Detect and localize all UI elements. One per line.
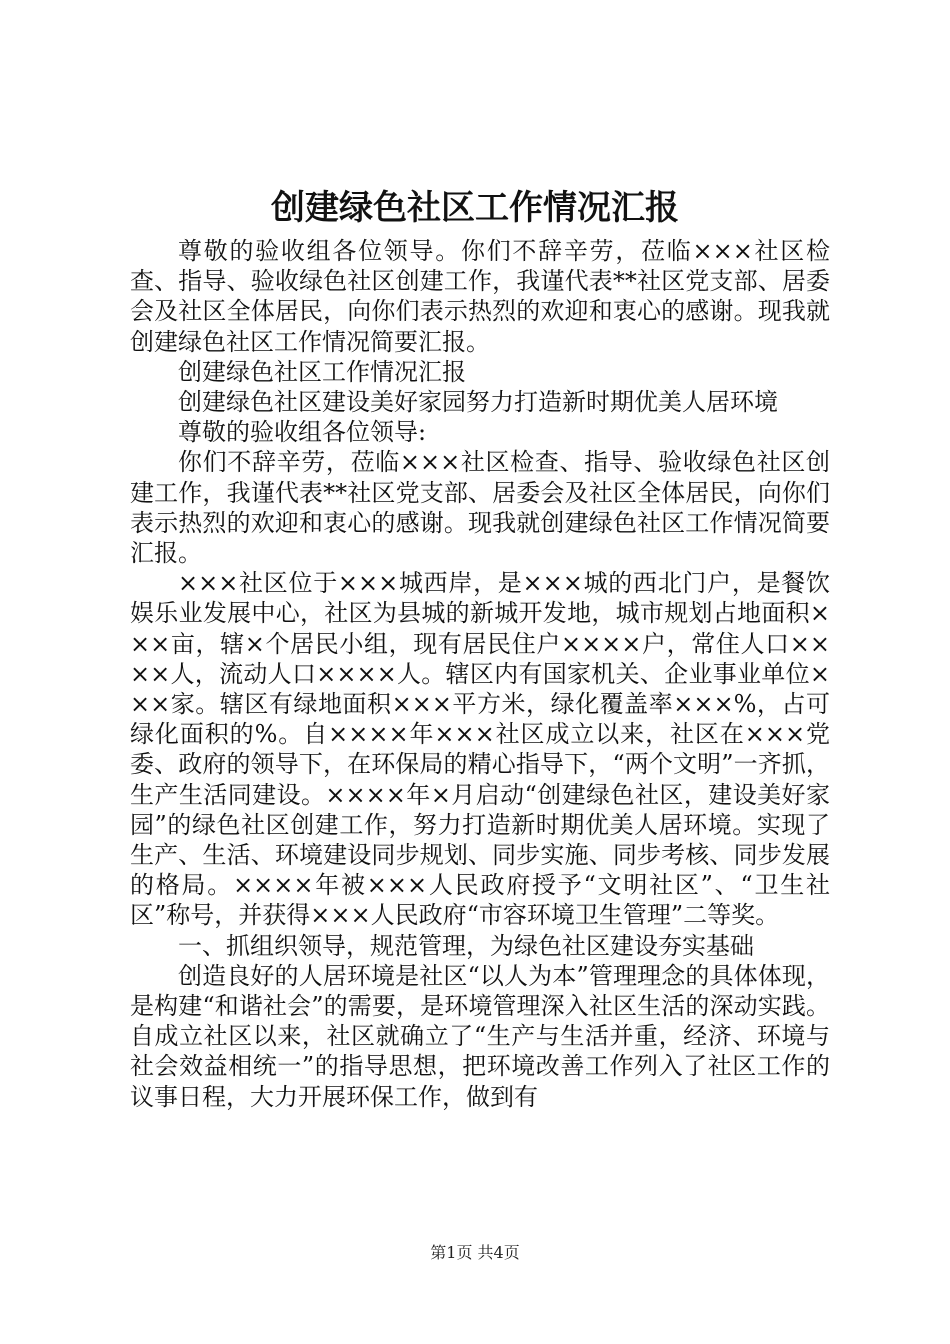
page-number-footer: 第1页 共4页 <box>430 1243 520 1262</box>
paragraph-section-heading-1: 一、抓组织领导，规范管理，为绿色社区建设夯实基础 <box>178 931 754 960</box>
paragraph-section-1-body: 创造良好的人居环境是社区“以人为本”管理理念的具体体现，是构建“和谐社会”的需要，是环境管理深入社区生活的深动实践。自成立社区以来，社区就确立了“生产与生活并重，经济、环境与社会效益相统一”的指导思想，把环境改善工作列入了社区工作的议事日程，大力开展环保工作，做到有 <box>130 961 830 1111</box>
paragraph-welcome: 你们不辞辛劳，莅临×××社区检查、指导、验收绿色社区创建工作，我谨代表**社区党支部、居委会及社区全体居民，向你们表示热烈的欢迎和衷心的感谢。现我就创建绿色社区工作情况简要汇报。 <box>130 448 830 568</box>
document-title: 创建绿色社区工作情况汇报 <box>271 188 679 228</box>
paragraph-greeting-summary: 尊敬的验收组各位领导。你们不辞辛劳，莅临×××社区检查、指导、验收绿色社区创建工作，我谨代表**社区党支部、居委会及社区全体居民，向你们表示热烈的欢迎和衷心的感谢。现我就创建绿色社区工作情况简要汇报。 <box>130 237 830 356</box>
paragraph-subtitle: 创建绿色社区建设美好家园努力打造新时期优美人居环境 <box>178 388 778 417</box>
paragraph-salutation: 尊敬的验收组各位领导: <box>178 418 427 447</box>
paragraph-report-heading: 创建绿色社区工作情况汇报 <box>178 357 466 386</box>
document-body <box>130 236 830 1112</box>
paragraph-community-overview: ×××社区位于×××城西岸，是×××城的西北门户，是餐饮娱乐业发展中心，社区为县城的新城开发地，城市规划占地面积×××亩，辖×个居民小组，现有居民住户××××户，常住人口××××人，流动人口××××人。辖区内有国家机关、企业事业单位×××家。辖区有绿地面积×××平方米，绿化覆盖率×××%，占可绿化面积的%。自××××年×××社区成立以来，社区在×××党委、政府的领导下，在环保局的精心指导下，“两个文明”一齐抓，生产生活同建设。××××年×月启动“创建绿色社区，建设美好家园”的绿色社区创建工作，努力打造新时期优美人居环境。实现了生产、生活、环境建设同步规划、同步实施、同步考核、同步发展的格局。××××年被×××人民政府授予“文明社区”、“卫生社区”称号，并获得×××人民政府“市容环境卫生管理”二等奖。 <box>130 569 830 930</box>
